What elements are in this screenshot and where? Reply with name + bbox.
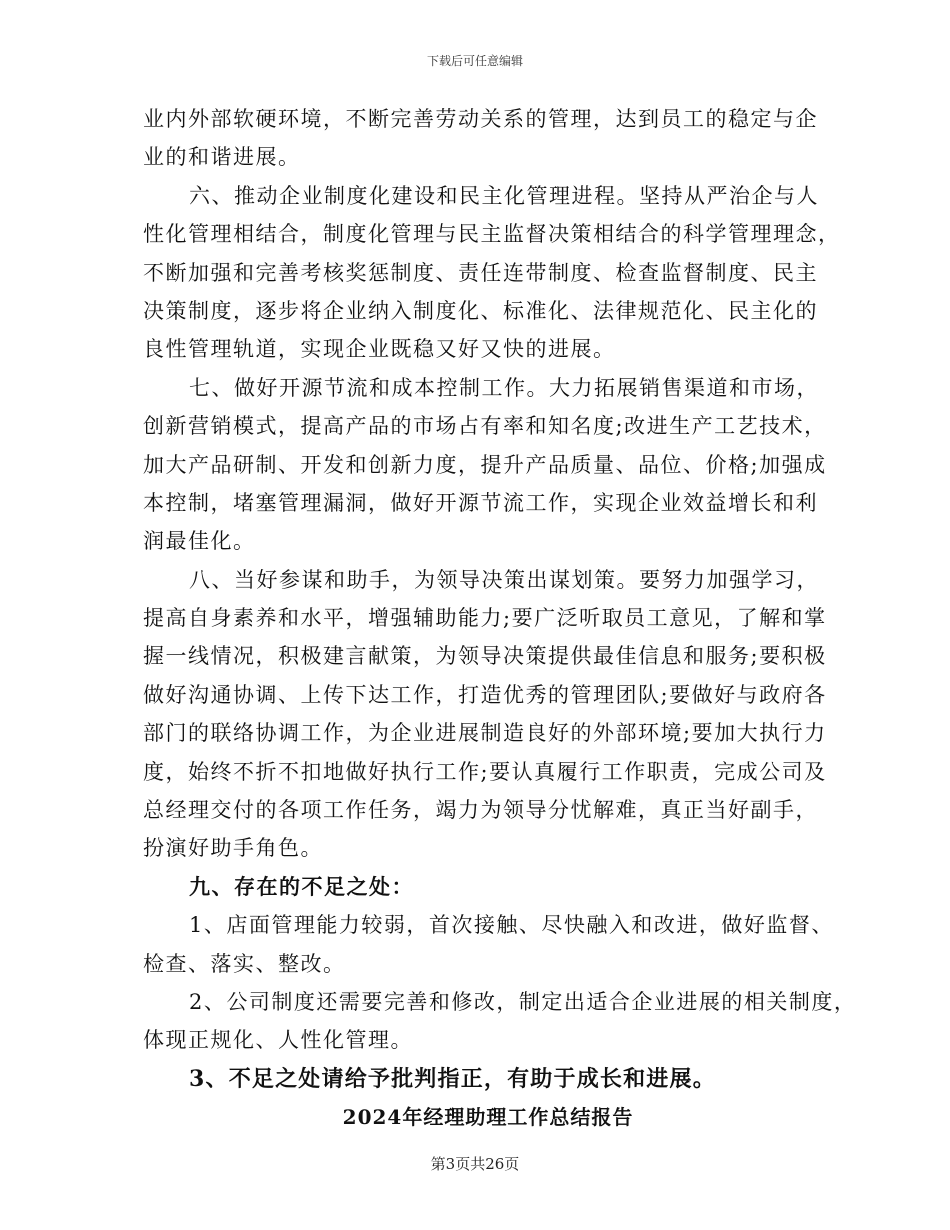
text-line: 扮演好助手角色。 [143,836,323,861]
section-eight-heading-line: 八、当好参谋和助手，为领导决策出谋划策。要努力加强学习， [189,567,819,592]
text-line: 不断加强和完善考核奖惩制度、责任连带制度、检查监督制度、民主 [143,260,818,285]
text-line: 握一线情况，积极建言献策，为领导决策提供最佳信息和服务;要积极 [143,644,827,669]
section-seven-heading-line: 七、做好开源节流和成本控制工作。大力拓展销售渠道和市场， [189,375,819,400]
text-line: 决策制度，逐步将企业纳入制度化、标准化、法律规范化、民主化的 [143,298,818,323]
text-line: 润最佳化。 [143,529,256,554]
text-line: 检查、落实、整改。 [143,951,346,976]
text-line: 性化管理相结合，制度化管理与民主监督决策相结合的科学管理理念， [143,222,841,247]
text-line: 本控制，堵塞管理漏洞，做好开源节流工作，实现企业效益增长和利 [143,490,818,515]
text-line: 创新营销模式，提高产品的市场占有率和知名度;改进生产工艺技术， [143,414,827,439]
text-line: 度，始终不折不扣地做好执行工作;要认真履行工作职责，完成公司及 [143,759,827,784]
text-line: 总经理交付的各项工作任务，竭力为领导分忧解难，真正当好副手， [143,798,818,823]
section-nine-heading: 九、存在的不足之处： [189,873,414,899]
text-line: 部门的联络协调工作，为企业进展制造良好的外部环境;要加大执行力 [143,721,827,746]
shortcoming-item-3: 3、不足之处请给予批判指正，有助于成长和进展。 [189,1065,716,1092]
text-line: 业的和谐进展。 [143,145,301,170]
next-document-title: 2024年经理助理工作总结报告 [342,1105,634,1130]
shortcoming-item-1: 1、店面管理能力较弱，首次接触、尽快融入和改进，做好监督、 [189,913,834,938]
document-body [143,100,857,1137]
text-line: 良性管理轨道，实现企业既稳又好又快的进展。 [143,337,616,362]
header-note: 下载后可任意编辑 [426,54,523,68]
page-number: 第3页共26页 [430,1155,520,1173]
text-line: 提高自身素养和水平，增强辅助能力;要广泛听取员工意见，了解和掌 [143,606,827,631]
section-six-heading-line: 六、推动企业制度化建设和民主化管理进程。坚持从严治企与人 [189,183,819,208]
text-line: 做好沟通协调、上传下达工作，打造优秀的管理团队;要做好与政府各 [143,682,827,707]
text-line: 加大产品研制、开发和创新力度，提升产品质量、品位、价格;加强成 [143,452,827,477]
text-line: 业内外部软硬环境，不断完善劳动关系的管理，达到员工的稳定与企 [143,107,818,131]
text-line: 体现正规化、人性化管理。 [143,1028,413,1053]
shortcoming-item-2: 2、公司制度还需要完善和修改，制定出适合企业进展的相关制度， [189,989,857,1014]
